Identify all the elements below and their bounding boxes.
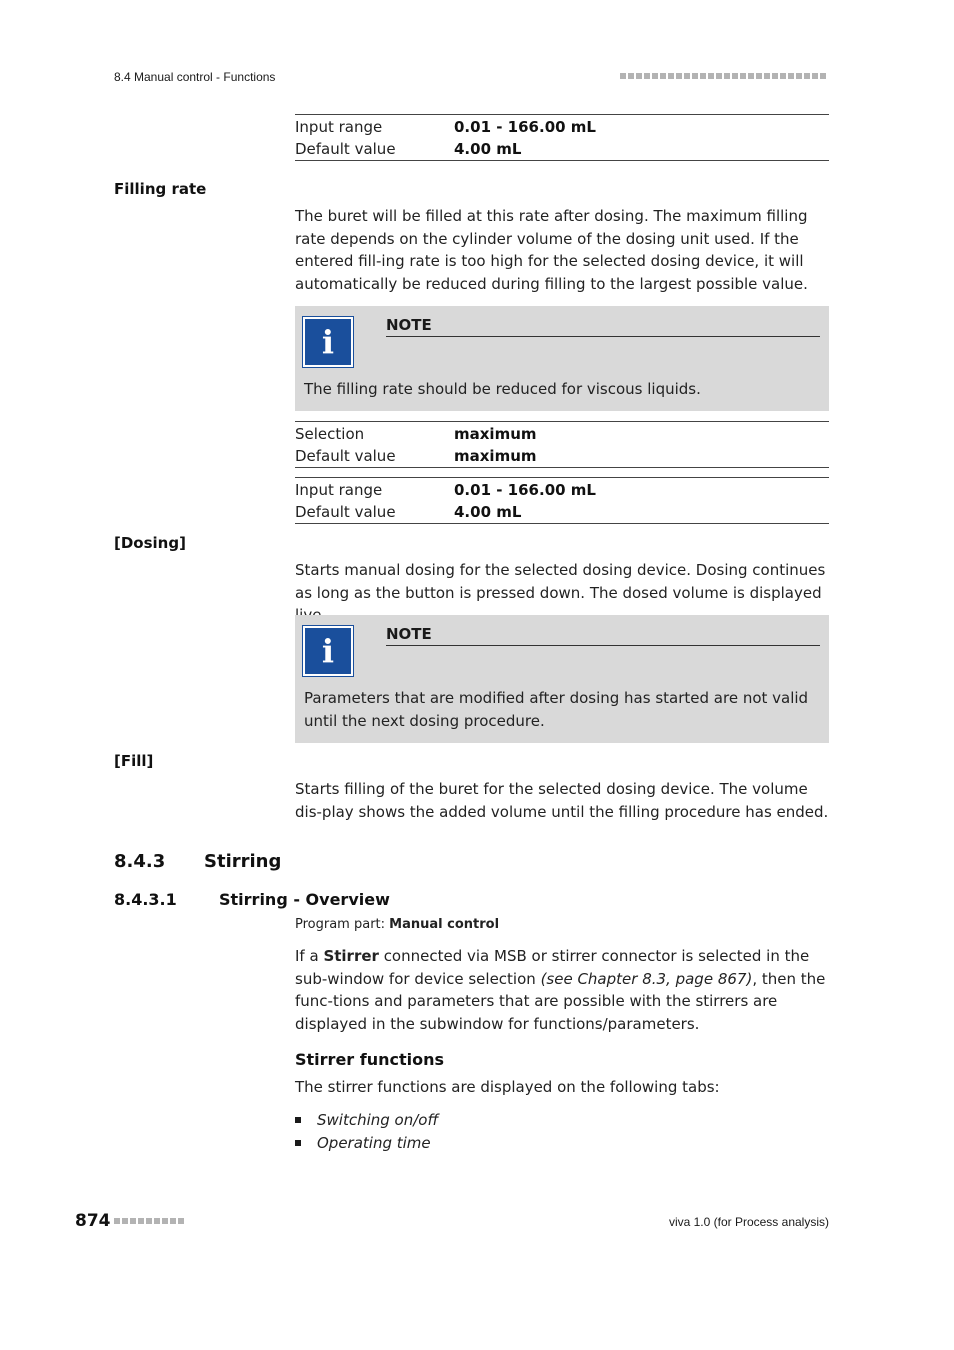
header-decoration [620,73,826,79]
info-icon: i [303,626,353,676]
param-label: Default value [295,447,396,465]
note-text: The filling rate should be reduced for viscous liquids. [304,380,701,398]
table-row [295,501,829,523]
param-value: 4.00 mL [454,140,522,158]
list-item [295,1131,438,1154]
bullet-icon [295,1140,301,1146]
program-part-value: Manual control [389,917,500,932]
filling-rate-heading: Filling rate [114,180,207,198]
intro-text: , then the func-tions and parameters that are possible with the stirrers are displayed in the subwindow for functions/parameters. [295,969,826,1033]
stirrer-functions-text: The stirrer functions are displayed on the following tabs: [295,1078,720,1096]
param-value: maximum [454,425,537,443]
program-part-label: Program part: [295,917,386,932]
filling-rate-description: The buret will be filled at this rate after dosing. The maximum filling rate depends on the cylinder volume of the dosing unit used. If the entered fill-ing rate is too high for the selected dosing device, it will automatically be reduced during filling to the largest possible value. [295,207,808,293]
parameter-table-selection [295,421,829,468]
param-label: Default value [295,503,396,521]
section-number: 8.4.3.1 [114,890,177,909]
table-row [295,445,829,467]
note-box [295,615,829,743]
stirrer-tabs-list [295,1108,438,1154]
section-heading-8-4-3-1 [114,890,390,909]
table-row [295,423,829,445]
section-number: 8.4.3 [114,851,166,872]
section-title: Stirring [204,851,282,872]
list-item-label: Operating time [317,1133,431,1152]
param-value: 0.01 - 166.00 mL [454,481,596,499]
note-box [295,306,829,411]
program-part [295,917,499,932]
table-row [295,116,829,138]
info-icon: i [303,317,353,367]
dosing-heading: [Dosing] [114,534,186,552]
section-title: Stirring - Overview [219,890,390,909]
intro-text: If a [295,947,324,965]
param-label: Input range [295,481,383,499]
param-label: Selection [295,425,365,443]
list-item-label: Switching on/off [317,1110,439,1129]
parameter-table-input-range [295,477,829,524]
intro-bold: Stirrer [323,947,379,965]
table-row [295,479,829,501]
footer-decoration [114,1218,184,1224]
product-name: viva 1.0 (for Process analysis) [668,1215,829,1229]
page-number: 874 [75,1211,111,1231]
table-row [295,138,829,160]
list-item [295,1108,438,1131]
note-title: NOTE [386,316,820,337]
note-text: Parameters that are modified after dosing has started are not valid until the next dosing procedure. [304,689,809,730]
param-value: 0.01 - 166.00 mL [454,118,596,136]
bullet-icon [295,1117,301,1123]
param-value: 4.00 mL [454,503,522,521]
note-title: NOTE [386,625,820,646]
stirrer-functions-heading: Stirrer functions [295,1050,445,1069]
section-heading-8-4-3 [114,851,281,872]
param-label: Input range [295,118,383,136]
fill-description: Starts filling of the buret for the selected dosing device. The volume dis-play shows the added volume until the filling procedure has ended. [295,780,829,821]
stirring-intro [295,945,829,1035]
dosing-description: Starts manual dosing for the selected dosing device. Dosing continues as long as the button is pressed down. The dosed volume is displayed [295,561,826,602]
chapter-reference-link[interactable]: (see Chapter 8.3, page 867) [540,969,753,988]
param-value: maximum [454,447,537,465]
fill-heading: [Fill] [114,752,154,770]
param-label: Default value [295,140,396,158]
parameter-table-input-range [295,114,829,161]
intro-text: connected via MSB or stirrer connector is selected in the sub-window for device selection [295,947,810,988]
running-header: 8.4 Manual control - Functions [114,70,276,84]
